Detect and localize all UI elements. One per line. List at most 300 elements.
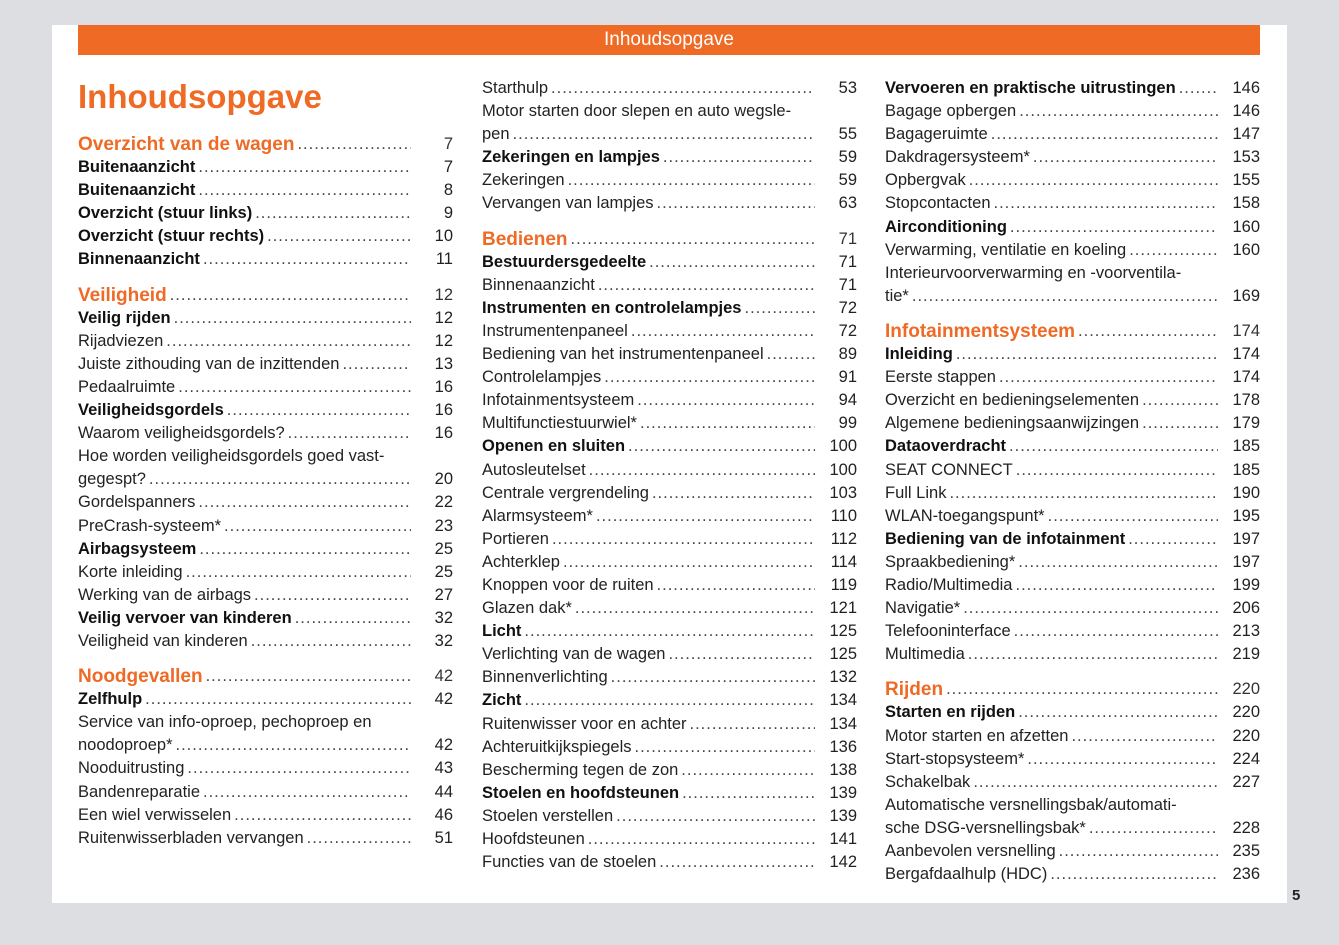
dot-leader <box>173 734 411 757</box>
toc-item[interactable] <box>482 551 857 574</box>
toc-section[interactable] <box>78 688 453 711</box>
dot-leader <box>195 491 411 514</box>
toc-item[interactable] <box>885 505 1260 528</box>
toc-item[interactable] <box>482 482 857 505</box>
toc-entry-title: Noodgevallen <box>78 666 203 688</box>
toc-column-1 <box>78 133 453 850</box>
toc-item[interactable] <box>885 192 1260 215</box>
toc-page-number: 112 <box>830 529 857 548</box>
toc-item[interactable] <box>482 528 857 551</box>
toc-page-number: 42 <box>434 667 453 686</box>
toc-page-number: 235 <box>1232 842 1260 860</box>
toc-item[interactable] <box>78 491 453 514</box>
toc-chapter[interactable] <box>885 678 1260 701</box>
dot-leader <box>184 757 411 780</box>
toc-entry-title: Aanbevolen versnelling <box>885 842 1056 860</box>
toc-entry-title: Infotainmentsysteem <box>885 320 1076 342</box>
toc-section[interactable] <box>482 435 857 458</box>
toc-page-number: 51 <box>434 828 453 847</box>
toc-page-number: 136 <box>829 737 857 756</box>
toc-section[interactable] <box>78 248 453 271</box>
toc-entry-title: Gordelspanners <box>78 493 196 512</box>
toc-item[interactable] <box>482 169 857 192</box>
toc-entry-title: Opbergvak <box>885 171 966 190</box>
toc-entry-title: Achteruitkijkspiegels <box>482 737 632 756</box>
toc-item[interactable] <box>482 412 857 435</box>
toc-item[interactable] <box>885 748 1260 771</box>
dot-leader <box>678 759 815 782</box>
dot-leader <box>521 620 815 643</box>
dot-leader <box>183 561 411 584</box>
toc-entry-title: Vervoeren en praktische uitrustingen <box>885 79 1176 97</box>
toc-page-number: 43 <box>434 759 453 778</box>
toc-entry-title: Veiligheidsgordels <box>78 401 224 420</box>
toc-item[interactable] <box>482 389 857 412</box>
toc-page-number: 160 <box>1232 217 1260 236</box>
toc-entry-title: Stoelen en hoofdsteunen <box>482 783 680 802</box>
toc-section[interactable] <box>885 77 1260 100</box>
toc-page-number: 134 <box>829 691 857 710</box>
dot-leader <box>1015 701 1218 724</box>
toc-chapter[interactable] <box>78 665 453 688</box>
dot-leader <box>294 133 411 156</box>
dot-leader <box>1086 817 1218 840</box>
toc-page-number: 59 <box>838 148 857 167</box>
toc-item[interactable] <box>885 643 1260 666</box>
dot-leader <box>248 630 411 653</box>
toc-item[interactable] <box>482 574 857 597</box>
toc-chapter[interactable] <box>78 133 453 156</box>
toc-item[interactable] <box>482 274 857 297</box>
dot-leader <box>1047 863 1218 886</box>
toc-entry-title: Verlichting van de wagen <box>482 645 666 664</box>
toc-page-number: 25 <box>434 539 453 558</box>
dot-leader <box>646 251 815 274</box>
toc-item[interactable] <box>482 666 857 689</box>
toc-entry-title: Binnenaanzicht <box>482 275 595 294</box>
toc-page-number: 132 <box>829 668 857 687</box>
toc-page-number: 32 <box>434 608 453 627</box>
toc-entry-title: Een wiel verwisselen <box>78 805 232 824</box>
toc-entry-title: Bagage opbergen <box>885 102 1017 121</box>
toc-page-number: 141 <box>829 830 857 848</box>
toc-entry-title: Spraakbediening* <box>885 552 1016 571</box>
dot-leader <box>1139 389 1218 412</box>
dot-leader <box>679 782 815 805</box>
toc-section[interactable] <box>78 399 453 422</box>
toc-section[interactable] <box>78 307 453 330</box>
toc-entry-title: Pedaalruimte <box>78 377 176 396</box>
dot-leader <box>764 343 815 366</box>
toc-page-number: 220 <box>1232 726 1260 745</box>
toc-entry-title: Korte inleiding <box>78 562 183 581</box>
toc-section[interactable] <box>78 202 453 225</box>
toc-item[interactable] <box>482 828 857 851</box>
toc-page-number: 174 <box>1232 368 1260 387</box>
toc-page-number: 236 <box>1232 865 1260 884</box>
toc-chapter[interactable] <box>885 320 1260 343</box>
toc-section[interactable] <box>482 297 857 320</box>
toc-entry-title: Multimedia <box>885 645 965 664</box>
dot-leader <box>601 366 815 389</box>
toc-item[interactable] <box>482 366 857 389</box>
toc-section[interactable] <box>78 179 453 202</box>
toc-entry-title: Veiligheid <box>78 284 167 306</box>
toc-item[interactable] <box>78 353 453 376</box>
toc-entry-title: Airbagsysteem <box>78 539 197 558</box>
dot-leader <box>988 123 1218 146</box>
toc-entry-title-line1: Interieurvoorverwarming en -voorventila- <box>885 263 1182 282</box>
toc-entry-title: sche DSG-versnellingsbak* <box>885 818 1086 837</box>
dot-leader <box>565 169 815 192</box>
dot-leader <box>203 665 411 688</box>
dot-leader <box>628 320 815 343</box>
toc-item[interactable] <box>482 851 857 874</box>
dot-leader <box>549 528 815 551</box>
toc-entry-title: Bediening van het instrumentenpaneel <box>482 345 764 364</box>
dot-leader <box>585 828 815 851</box>
toc-section[interactable] <box>885 343 1260 366</box>
toc-item[interactable] <box>482 192 857 215</box>
toc-item[interactable] <box>78 445 453 491</box>
dot-leader <box>654 574 815 597</box>
toc-entry-title: Bedienen <box>482 228 568 250</box>
toc-entry-title: Multifunctiestuurwiel* <box>482 414 637 433</box>
toc-item[interactable] <box>78 515 453 538</box>
toc-page-number: 179 <box>1232 414 1260 433</box>
toc-item[interactable] <box>885 123 1260 146</box>
dot-leader <box>163 330 411 353</box>
page-number: 5 <box>1292 887 1301 904</box>
toc-page-number: 12 <box>434 308 453 327</box>
toc-page-number: 42 <box>434 690 453 709</box>
toc-page-number: 16 <box>434 377 453 396</box>
dot-leader <box>521 689 815 712</box>
toc-item[interactable] <box>482 713 857 736</box>
dot-leader <box>1045 505 1218 528</box>
toc-entry-title: Vervangen van lampjes <box>482 194 654 213</box>
dot-leader <box>1056 840 1218 863</box>
toc-page-number: 185 <box>1232 460 1260 479</box>
toc-page-number: 23 <box>434 516 453 535</box>
toc-item[interactable] <box>885 863 1260 886</box>
dot-leader <box>625 435 815 458</box>
toc-entry-title: Dakdragersysteem* <box>885 148 1030 167</box>
toc-item[interactable] <box>885 146 1260 169</box>
toc-item[interactable] <box>885 100 1260 123</box>
toc-page-number: 178 <box>1232 391 1260 410</box>
toc-page-number: 32 <box>434 631 453 650</box>
toc-item[interactable] <box>482 343 857 366</box>
toc-item[interactable] <box>885 574 1260 597</box>
toc-chapter[interactable] <box>482 228 857 251</box>
dot-leader <box>167 284 411 307</box>
toc-page-number: 219 <box>1232 645 1260 664</box>
toc-item[interactable] <box>885 459 1260 482</box>
toc-page-number: 213 <box>1232 622 1260 641</box>
toc-item[interactable] <box>78 804 453 827</box>
toc-entry-title: Rijadviezen <box>78 331 164 350</box>
toc-item[interactable] <box>482 759 857 782</box>
dot-leader <box>568 228 815 251</box>
toc-entry-title: Controlelampjes <box>482 368 602 387</box>
toc-entry-title: Centrale vergrendeling <box>482 483 649 502</box>
toc-item[interactable] <box>885 389 1260 412</box>
toc-chapter[interactable] <box>78 284 453 307</box>
toc-entry-title: Buitenaanzicht <box>78 181 196 200</box>
dot-leader <box>1139 412 1218 435</box>
toc-page-number: 13 <box>434 354 453 373</box>
toc-section[interactable] <box>482 689 857 712</box>
toc-entry-title: pen <box>482 125 510 144</box>
toc-entry-title: Overzicht en bedieningselementen <box>885 391 1140 410</box>
toc-section[interactable] <box>482 782 857 805</box>
dot-leader <box>665 643 815 666</box>
toc-page-number: 155 <box>1232 171 1260 190</box>
dot-leader <box>1006 435 1218 458</box>
toc-page-number: 110 <box>830 506 857 525</box>
toc-entry-title: Binnenverlichting <box>482 668 608 687</box>
toc-item[interactable] <box>885 597 1260 620</box>
toc-page-number: 197 <box>1232 529 1260 548</box>
toc-entry-title: Infotainmentsysteem <box>482 391 635 410</box>
dot-leader <box>943 678 1218 701</box>
toc-section[interactable] <box>885 528 1260 551</box>
toc-page-number: 22 <box>434 493 453 512</box>
dot-leader <box>634 389 815 412</box>
toc-item[interactable] <box>885 794 1260 840</box>
toc-item[interactable] <box>885 551 1260 574</box>
toc-page-number: 25 <box>434 562 453 581</box>
toc-entry-title: Zicht <box>482 691 522 710</box>
dot-leader <box>1016 100 1218 123</box>
dot-leader <box>171 307 411 330</box>
toc-entry-title: Bediening van de infotainment <box>885 529 1126 548</box>
toc-page-number: 20 <box>434 470 453 489</box>
dot-leader <box>996 366 1218 389</box>
dot-leader <box>741 297 815 320</box>
dot-leader <box>649 482 815 505</box>
toc-page-number: 153 <box>1232 148 1260 167</box>
toc-entry-title: tie* <box>885 286 909 305</box>
toc-entry-title: Inleiding <box>885 345 953 364</box>
toc-item[interactable] <box>885 482 1260 505</box>
toc-item[interactable] <box>885 725 1260 748</box>
dot-leader <box>1015 551 1218 574</box>
toc-item[interactable] <box>78 561 453 584</box>
dot-leader <box>1068 725 1218 748</box>
toc-entry-title: Zekeringen <box>482 171 565 190</box>
toc-section[interactable] <box>885 701 1260 724</box>
dot-leader <box>1126 239 1218 262</box>
toc-entry-title: Starten en rijden <box>885 703 1016 722</box>
toc-page-number: 44 <box>434 782 453 801</box>
toc-item[interactable] <box>885 840 1260 863</box>
toc-entry-title: Veiligheid van kinderen <box>78 631 248 650</box>
toc-page-number: 160 <box>1232 240 1260 259</box>
dot-leader <box>1012 574 1218 597</box>
toc-item[interactable] <box>885 262 1260 308</box>
toc-page-number: 220 <box>1232 703 1260 722</box>
toc-page-number: 197 <box>1232 552 1260 571</box>
toc-page-number: 142 <box>829 853 857 872</box>
toc-entry-title: Stoelen verstellen <box>482 806 614 825</box>
toc-entry-title: Ruitenwisserbladen vervangen <box>78 828 304 847</box>
toc-entry-title: Radio/Multimedia <box>885 575 1013 594</box>
toc-section[interactable] <box>482 251 857 274</box>
toc-item[interactable] <box>78 781 453 804</box>
toc-item[interactable] <box>885 620 1260 643</box>
dot-leader <box>1011 620 1218 643</box>
toc-entry-title-line1: Hoe worden veiligheidsgordels goed vast- <box>78 447 385 466</box>
toc-item[interactable] <box>482 736 857 759</box>
toc-item[interactable] <box>78 630 453 653</box>
toc-page-number: 121 <box>829 599 857 618</box>
dot-leader <box>175 376 411 399</box>
toc-item[interactable] <box>885 169 1260 192</box>
toc-entry-title: Bestuurdersgedeelte <box>482 252 647 271</box>
toc-section[interactable] <box>78 538 453 561</box>
toc-page-number: 228 <box>1232 818 1260 837</box>
dot-leader <box>953 343 1218 366</box>
toc-entry-title: Stopcontacten <box>885 194 991 213</box>
toc-page-number: 100 <box>829 437 857 456</box>
toc-page-number: 59 <box>838 171 857 190</box>
toc-item[interactable] <box>885 771 1260 794</box>
toc-page-number: 138 <box>829 760 857 779</box>
toc-page-number: 42 <box>434 736 453 755</box>
toc-item[interactable] <box>482 597 857 620</box>
dot-leader <box>572 597 815 620</box>
dot-leader <box>195 156 411 179</box>
toc-item[interactable] <box>885 366 1260 389</box>
toc-page-number: 63 <box>838 194 857 213</box>
toc-entry-title: PreCrash-systeem* <box>78 516 222 535</box>
toc-section[interactable] <box>482 620 857 643</box>
toc-entry-title: Alarmsysteem* <box>482 506 593 525</box>
dot-leader <box>510 123 815 146</box>
toc-entry-title: Waarom veiligheidsgordels? <box>78 424 285 443</box>
toc-page-number: 72 <box>838 321 857 340</box>
toc-page-number: 139 <box>829 783 857 802</box>
toc-section[interactable] <box>78 607 453 630</box>
toc-entry-title: Full Link <box>885 483 947 502</box>
toc-item[interactable] <box>78 711 453 757</box>
toc-page-number: 139 <box>829 806 857 825</box>
dot-leader <box>304 827 411 850</box>
toc-section[interactable] <box>885 435 1260 458</box>
toc-item[interactable] <box>78 757 453 780</box>
toc-section[interactable] <box>78 225 453 248</box>
toc-item[interactable] <box>482 505 857 528</box>
dot-leader <box>1007 216 1218 239</box>
dot-leader <box>991 192 1219 215</box>
toc-entry-title: Buitenaanzicht <box>78 158 196 177</box>
dot-leader <box>909 285 1218 308</box>
dot-leader <box>548 77 815 100</box>
toc-page-number: 134 <box>829 714 857 733</box>
toc-entry-title: Functies van de stoelen <box>482 853 657 872</box>
dot-leader <box>608 666 815 689</box>
toc-entry-title: Overzicht van de wagen <box>78 134 295 155</box>
dot-leader <box>292 607 411 630</box>
toc-item[interactable] <box>482 643 857 666</box>
toc-page-number: 146 <box>1232 79 1260 97</box>
toc-page-number: 71 <box>838 252 857 271</box>
toc-entry-title: Nooduitrusting <box>78 759 185 778</box>
toc-item[interactable] <box>78 376 453 399</box>
toc-item[interactable] <box>482 805 857 828</box>
toc-page-number: 7 <box>443 158 453 177</box>
toc-entry-title: Verwarming, ventilatie en koeling <box>885 240 1127 259</box>
toc-entry-title: Veilig vervoer van kinderen <box>78 608 292 627</box>
toc-entry-title: Overzicht (stuur rechts) <box>78 227 265 246</box>
toc-page-number: 27 <box>434 585 453 604</box>
dot-leader <box>285 422 411 445</box>
toc-item[interactable] <box>482 77 857 100</box>
dot-leader <box>1030 146 1218 169</box>
toc-page-number: 174 <box>1232 321 1260 340</box>
toc-entry-title: Bergafdaalhulp (HDC) <box>885 865 1048 884</box>
toc-page-number: 71 <box>838 275 857 294</box>
toc-item[interactable] <box>482 100 857 146</box>
toc-page-number: 227 <box>1232 772 1260 791</box>
dot-leader <box>221 515 411 538</box>
toc-entry-title: Instrumentenpaneel <box>482 321 628 340</box>
toc-section[interactable] <box>885 216 1260 239</box>
toc-item[interactable] <box>482 320 857 343</box>
dot-leader <box>231 804 411 827</box>
toc-item[interactable] <box>482 459 857 482</box>
toc-entry-title: WLAN-toegangspunt* <box>885 506 1045 525</box>
toc-item[interactable] <box>78 422 453 445</box>
dot-leader <box>970 771 1218 794</box>
toc-item[interactable] <box>78 330 453 353</box>
dot-leader <box>264 225 411 248</box>
toc-entry-title: Instrumenten en controlelampjes <box>482 298 742 317</box>
dot-leader <box>195 179 411 202</box>
toc-entry-title: Ruitenwisser voor en achter <box>482 714 687 733</box>
toc-entry-title: Werking van de airbags <box>78 585 252 604</box>
toc-entry-title: Licht <box>482 622 522 641</box>
toc-page-number: 46 <box>434 805 453 824</box>
toc-entry-title-line1: Motor starten door slepen en auto wegsle- <box>482 102 792 121</box>
toc-page-number: 125 <box>829 622 857 641</box>
toc-item[interactable] <box>885 239 1260 262</box>
toc-entry-title-line1: Service van info-oproep, pechoproep en <box>78 713 372 732</box>
dot-leader <box>200 248 411 271</box>
toc-page-number: 190 <box>1232 483 1260 502</box>
toc-item[interactable] <box>885 412 1260 435</box>
toc-entry-title: Autosleutelset <box>482 460 586 479</box>
toc-page-number: 158 <box>1232 194 1260 213</box>
toc-entry-title: SEAT CONNECT <box>885 460 1013 479</box>
dot-leader <box>142 688 411 711</box>
toc-section[interactable] <box>78 156 453 179</box>
toc-item[interactable] <box>78 827 453 850</box>
toc-entry-title: Starthulp <box>482 79 549 97</box>
toc-section[interactable] <box>482 146 857 169</box>
toc-page-number: 99 <box>838 414 857 433</box>
dot-leader <box>200 781 411 804</box>
dot-leader <box>560 551 815 574</box>
toc-item[interactable] <box>78 584 453 607</box>
dot-leader <box>251 584 411 607</box>
toc-page-number: 125 <box>829 645 857 664</box>
toc-entry-title: Bagageruimte <box>885 125 988 144</box>
toc-entry-title: Eerste stappen <box>885 368 996 387</box>
toc-entry-title: Schakelbak <box>885 772 971 791</box>
